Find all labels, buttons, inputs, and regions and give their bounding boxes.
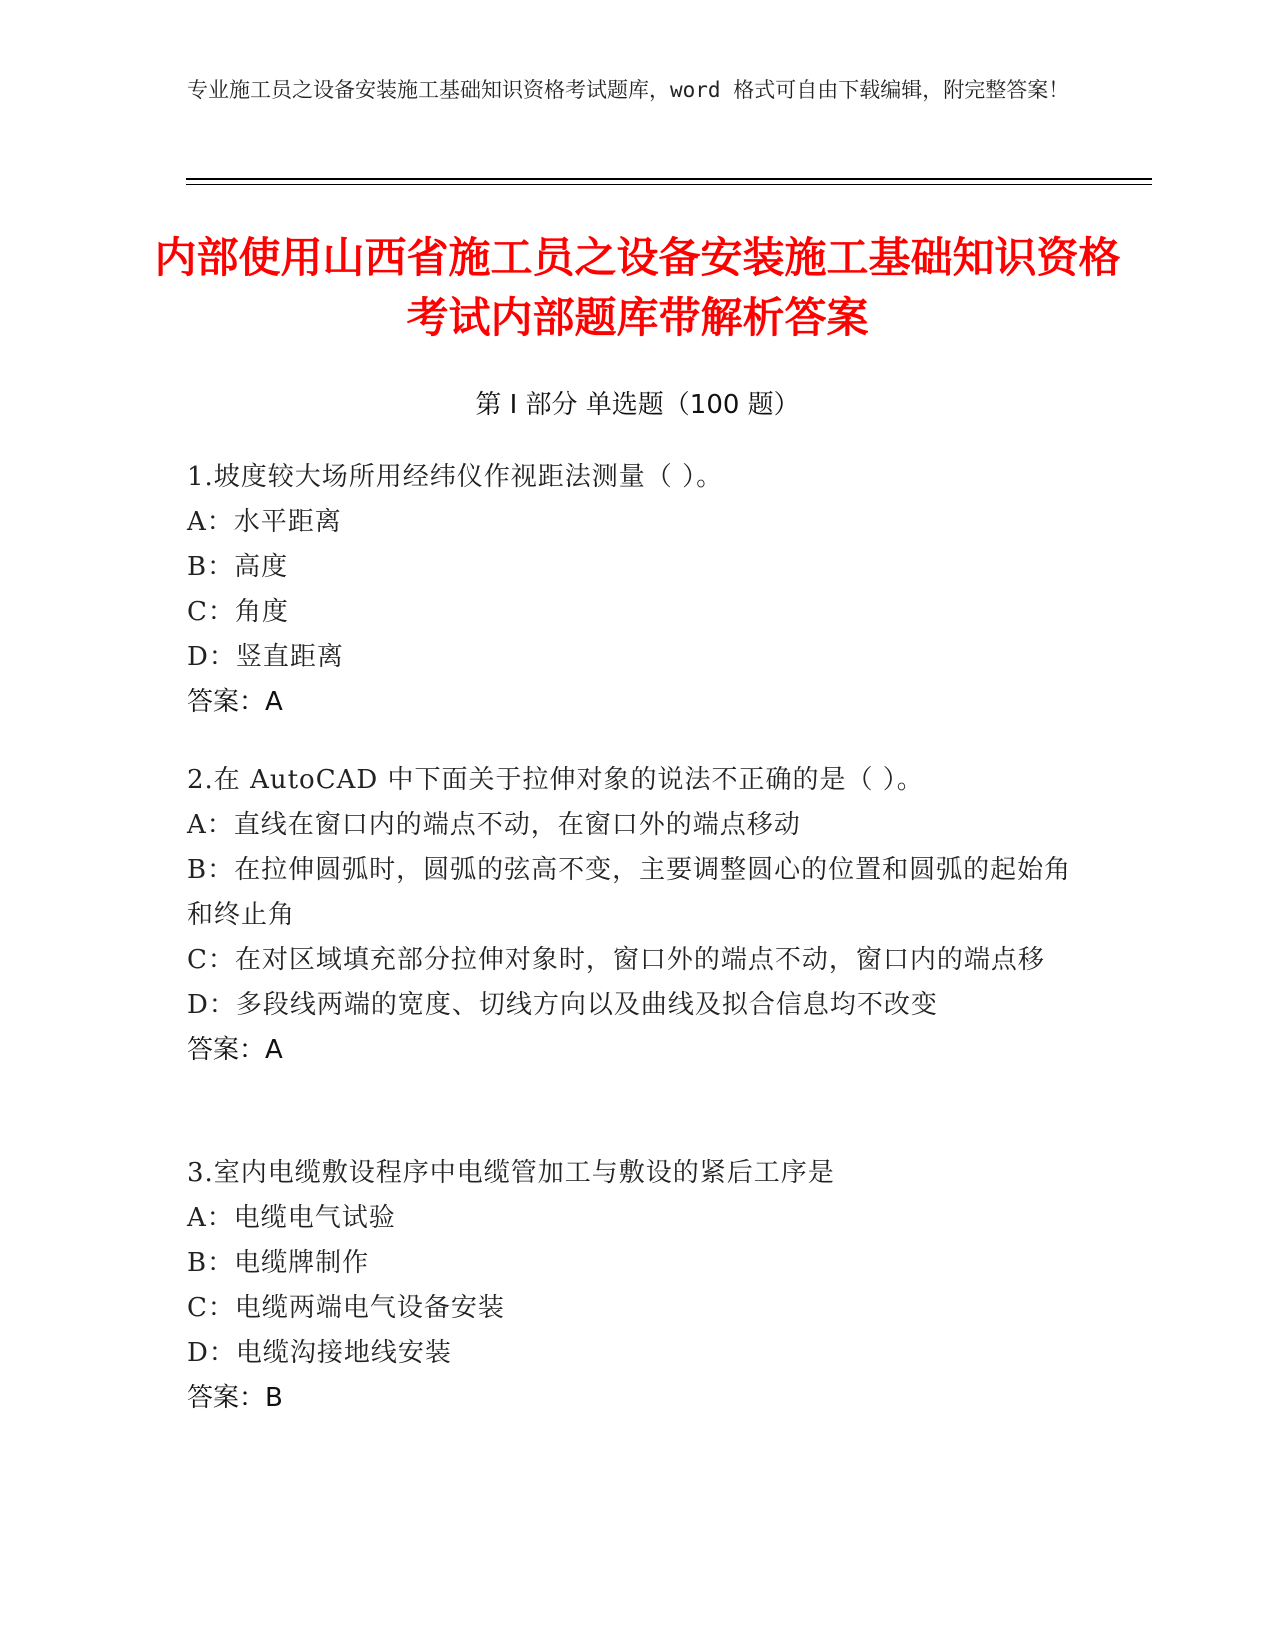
question-block-3 [187,1151,1087,1421]
option-c: C：在对区域填充部分拉伸对象时，窗口外的端点不动，窗口内的端点移 [187,945,1045,975]
option-b: B：在拉伸圆弧时，圆弧的弦高不变，主要调整圆心的位置和圆弧的起始角和终止角 [187,855,1072,930]
option-a: A：水平距离 [187,507,342,537]
option-a: A：电缆电气试验 [187,1203,396,1233]
question-stem: 3.室内电缆敷设程序中电缆管加工与敷设的紧后工序是 [187,1158,835,1188]
answer: 答案：A [187,687,283,717]
document-title: 内部使用山西省施工员之设备安装施工基础知识资格考试内部题库带解析答案 [154,233,1121,342]
answer: 答案：B [187,1383,283,1413]
section-title: 第 I 部分 单选题（100 题） [475,390,800,420]
header-note: 专业施工员之设备安装施工基础知识资格考试题库，word 格式可自由下载编辑，附完整答案！ [187,78,1070,102]
question-stem: 2.在 AutoCAD 中下面关于拉伸对象的说法不正确的是（ ）。 [187,765,924,795]
option-d: D：多段线两端的宽度、切线方向以及曲线及拟合信息均不改变 [187,990,938,1020]
option-d: D：电缆沟接地线安装 [187,1338,452,1368]
question-block-1 [187,455,1087,725]
question-block-2 [187,758,1087,1073]
header-rule-thin [186,184,1152,185]
header-rule-thick [186,178,1152,180]
answer: 答案：A [187,1035,283,1065]
option-b: B：电缆牌制作 [187,1248,370,1278]
question-stem: 1.坡度较大场所用经纬仪作视距法测量（ ）。 [187,462,724,492]
option-c: C：电缆两端电气设备安装 [187,1293,505,1323]
option-c: C：角度 [187,597,289,627]
option-b: B：高度 [187,552,289,582]
option-a: A：直线在窗口内的端点不动，在窗口外的端点移动 [187,810,801,840]
option-d: D：竖直距离 [187,642,344,672]
